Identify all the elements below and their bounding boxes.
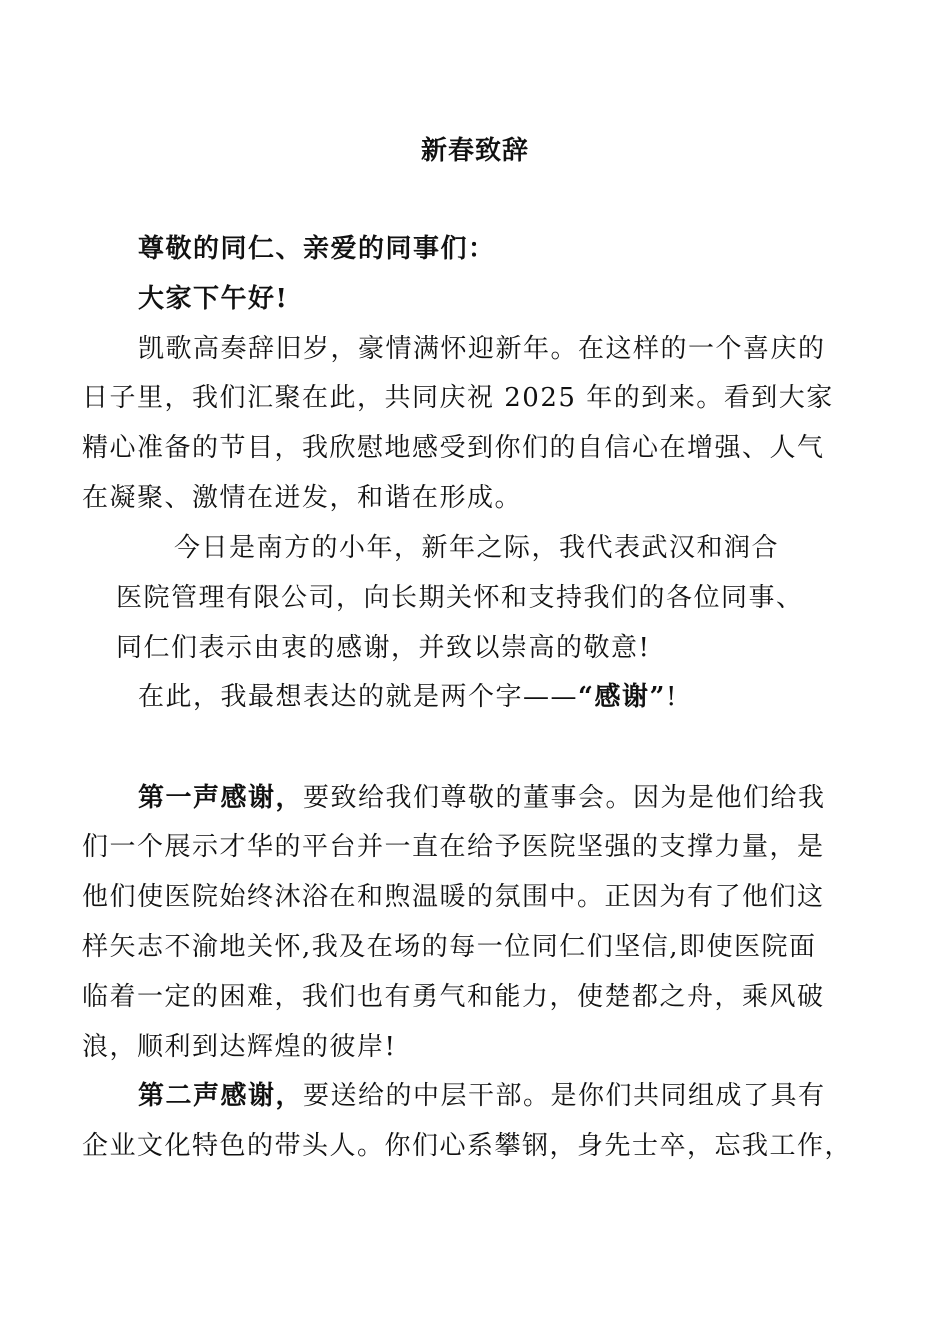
paragraph-3 — [138, 677, 678, 717]
paragraph-1-line: 日子里，我们汇聚在此，共同庆祝 2025 年的到来。看到大家 — [82, 383, 834, 413]
paragraph-1-line: 精心准备的节目，我欣慰地感受到你们的自信心在增强、人气 — [82, 433, 825, 463]
paragraph-4-line: 要致给我们尊敬的董事会。因为是他们给我 — [303, 783, 826, 813]
paragraph-2-line: 今日是南方的小年，新年之际，我代表武汉和润合 — [174, 533, 780, 563]
thanks-emphasis: “感谢” — [578, 682, 666, 712]
paragraph-4-line: 样矢志不渝地关怀,我及在场的每一位同仁们坚信,即使医院面 — [82, 932, 817, 962]
paragraph-4-line: 们一个展示才华的平台并一直在给予医院坚强的支撑力量，是 — [82, 832, 825, 862]
paragraph-1-line: 在凝聚、激情在迸发，和谐在形成。 — [82, 483, 523, 513]
paragraph-3-text: 在此，我最想表达的就是两个字—— — [138, 682, 579, 712]
first-thanks-heading: 第一声感谢， — [138, 783, 304, 813]
paragraph-4-line: 浪，顺利到达辉煌的彼岸! — [82, 1032, 397, 1062]
paragraph-1-line: 凯歌高奏辞旧岁，豪情满怀迎新年。在这样的一个喜庆的 — [138, 334, 826, 364]
greeting-good-afternoon: 大家下午好! — [138, 284, 289, 314]
paragraph-4-line: 他们使医院始终沐浴在和煦温暖的氛围中。正因为有了他们这 — [82, 882, 825, 912]
second-thanks-heading: 第二声感谢， — [138, 1081, 304, 1111]
paragraph-3-end: ! — [665, 682, 678, 712]
paragraph-4-line: 临着一定的困难，我们也有勇气和能力，使楚都之舟，乘风破 — [82, 982, 825, 1012]
paragraph-4-first-line — [138, 778, 826, 818]
paragraph-2-line: 医院管理有限公司，向长期关怀和支持我们的各位同事、 — [116, 583, 804, 613]
paragraph-5-line: 企业文化特色的带头人。你们心系攀钢，身先士卒，忘我工作， — [82, 1131, 853, 1161]
paragraph-2-line: 同仁们表示由衷的感谢，并致以崇高的敬意! — [116, 633, 651, 663]
paragraph-5-first-line — [138, 1076, 826, 1116]
document-title: 新春致辞 — [420, 136, 529, 166]
paragraph-5-line: 要送给的中层干部。是你们共同组成了具有 — [303, 1081, 826, 1111]
greeting-salutation: 尊敬的同仁、亲爱的同事们： — [138, 234, 496, 264]
